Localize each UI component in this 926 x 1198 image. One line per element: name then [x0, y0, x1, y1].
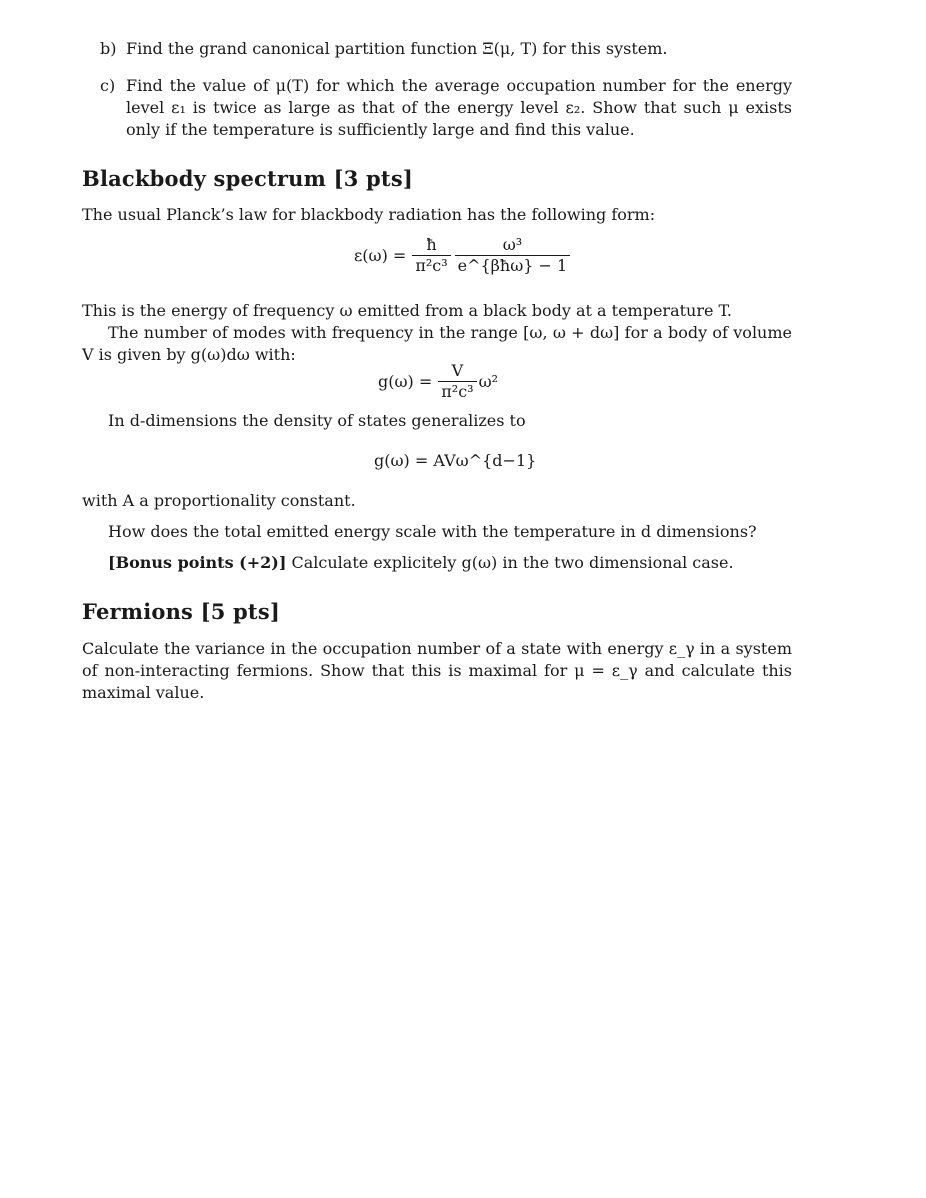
blackbody-intro: The usual Planck’s law for blackbody radiation has the following form: — [82, 205, 656, 224]
eq1-fraction-omega — [455, 236, 571, 275]
item-label-c: c) — [100, 76, 116, 95]
blackbody-bonus — [82, 552, 792, 574]
eq1-f1-num: ħ — [426, 235, 437, 254]
item-text-c: Find the value of μ(T) for which the average occupation number for the energy level ε₁ is twice as large as that of the energy level ε₂. Show that such μ exists only if the temperature is sufficiently large and find this value. — [126, 76, 792, 139]
blackbody-para-2: The number of modes with frequency in the range [ω, ω + dω] for a body of volume V is given by g(ω)dω with: — [82, 323, 792, 364]
eq2-tail: ω² — [478, 371, 499, 391]
eq1-fraction-hbar — [412, 236, 450, 275]
bonus-text: Calculate explicitely g(ω) in the two dimensional case. — [291, 553, 734, 572]
problem-item-c — [100, 75, 792, 141]
section-heading-blackbody: Blackbody spectrum [3 pts] — [82, 166, 413, 191]
eq1-f2-num: ω³ — [502, 235, 523, 254]
eq2-lhs: g(ω) = — [378, 371, 433, 391]
problem-item-b — [100, 38, 792, 60]
fermions-text: Calculate the variance in the occupation number of a state with energy ε_γ in a system of non-interacting fermions. Show that this is maximal for μ = ε_γ and calculate this maximal value. — [82, 639, 792, 702]
item-text-b: Find the grand canonical partition function Ξ(μ, T) for this system. — [126, 39, 668, 58]
eq1-lhs: ε(ω) = — [354, 245, 407, 265]
eq3-text: g(ω) = AVω^{d−1} — [374, 451, 537, 470]
eq2-num: V — [451, 361, 464, 380]
blackbody-para-1: This is the energy of frequency ω emitted from a black body at a temperature T. — [82, 301, 732, 320]
equation-density-of-states — [378, 362, 498, 401]
eq1-f2-den: e^{βħω} − 1 — [455, 255, 571, 275]
eq1-f1-den: π²c³ — [412, 255, 450, 275]
blackbody-question: How does the total emitted energy scale with the temperature in d dimensions? — [108, 522, 757, 541]
equation-planck — [354, 236, 572, 275]
blackbody-para-3: In d-dimensions the density of states generalizes to — [108, 411, 526, 430]
eq2-fraction — [438, 362, 476, 401]
blackbody-para-4: with A a proportionality constant. — [82, 491, 356, 510]
item-label-b: b) — [100, 39, 117, 58]
eq2-den: π²c³ — [438, 381, 476, 401]
equation-d-dimensions — [374, 450, 536, 472]
bonus-label: [Bonus points (+2)] — [108, 553, 287, 572]
section-heading-fermions: Fermions [5 pts] — [82, 599, 280, 624]
